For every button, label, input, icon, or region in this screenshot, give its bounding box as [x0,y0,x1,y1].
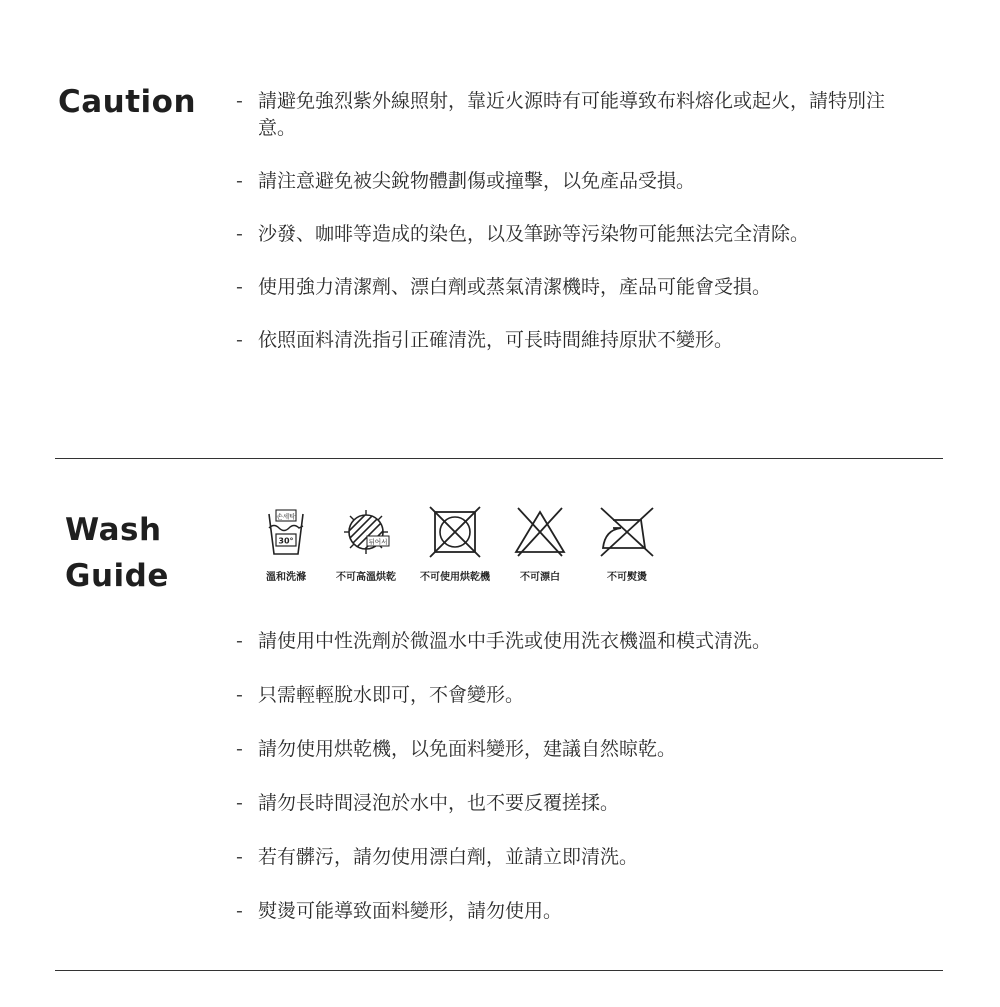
bottom-divider [55,970,943,971]
care-label: 不可漂白 [520,572,560,583]
section-divider [55,458,943,459]
wash-heading-line1: Wash [65,512,162,548]
caution-heading: Caution [58,84,197,120]
care-symbol-no-tumble [326,506,406,583]
care-label: 溫和洗滌 [266,572,306,583]
caution-item: - 請注意避免被尖銳物體劃傷或撞擊，以免產品受損。 [236,168,898,195]
care-symbol-hand-wash [256,506,316,583]
care-symbol-no-dryer [412,506,498,583]
care-label: 不可熨燙 [607,572,647,583]
svg-text:뒤어서: 뒤어서 [368,538,388,546]
svg-text:손세탁: 손세탁 [276,512,296,521]
wash-item: - 只需輕輕脫水即可，不會變形。 [236,682,898,709]
svg-text:30°: 30° [278,536,294,546]
bullet-dash: - [236,223,243,245]
wash-heading-line2: Guide [65,558,169,594]
bullet-dash: - [236,792,243,814]
care-label: 不可高溫烘乾 [336,572,396,583]
care-symbols [256,506,676,592]
caution-item: - 請避免強烈紫外線照射，靠近火源時有可能導致布料熔化或起火，請特別注意。 [236,90,886,139]
bullet-dash: - [236,329,243,351]
wash-item: - 請勿使用烘乾機，以免面料變形，建議自然晾乾。 [236,736,898,763]
caution-item: - 使用強力清潔劑、漂白劑或蒸氣清潔機時，產品可能會受損。 [236,274,898,301]
care-symbol-no-iron [592,506,662,583]
bullet-dash: - [236,90,243,112]
no-tumble-dry-icon [336,506,396,558]
bullet-dash: - [236,846,243,868]
no-bleach-icon [510,506,570,558]
bullet-dash: - [236,276,243,298]
bullet-dash: - [236,684,243,706]
wash-guide-heading [65,507,169,599]
caution-item: - 依照面料清洗指引正確清洗，可長時間維持原狀不變形。 [236,327,898,354]
care-symbol-no-bleach [508,506,572,583]
wash-item: - 熨燙可能導致面料變形，請勿使用。 [236,898,898,925]
no-iron-icon [597,506,657,558]
bullet-dash: - [236,900,243,922]
wash-item: - 請勿長時間浸泡於水中，也不要反覆搓揉。 [236,790,898,817]
wash-item: - 若有髒污，請勿使用漂白劑，並請立即清洗。 [236,844,898,871]
caution-list [236,88,898,354]
wash-list [236,628,898,925]
caution-item: - 沙發、咖啡等造成的染色，以及筆跡等污染物可能無法完全清除。 [236,221,898,248]
care-label: 不可使用烘乾機 [420,572,490,583]
bullet-dash: - [236,630,243,652]
bullet-dash: - [236,170,243,192]
hand-wash-icon [265,506,307,558]
no-dryer-icon [427,506,483,558]
wash-item: - 請使用中性洗劑於微溫水中手洗或使用洗衣機溫和模式清洗。 [236,628,898,655]
bullet-dash: - [236,738,243,760]
